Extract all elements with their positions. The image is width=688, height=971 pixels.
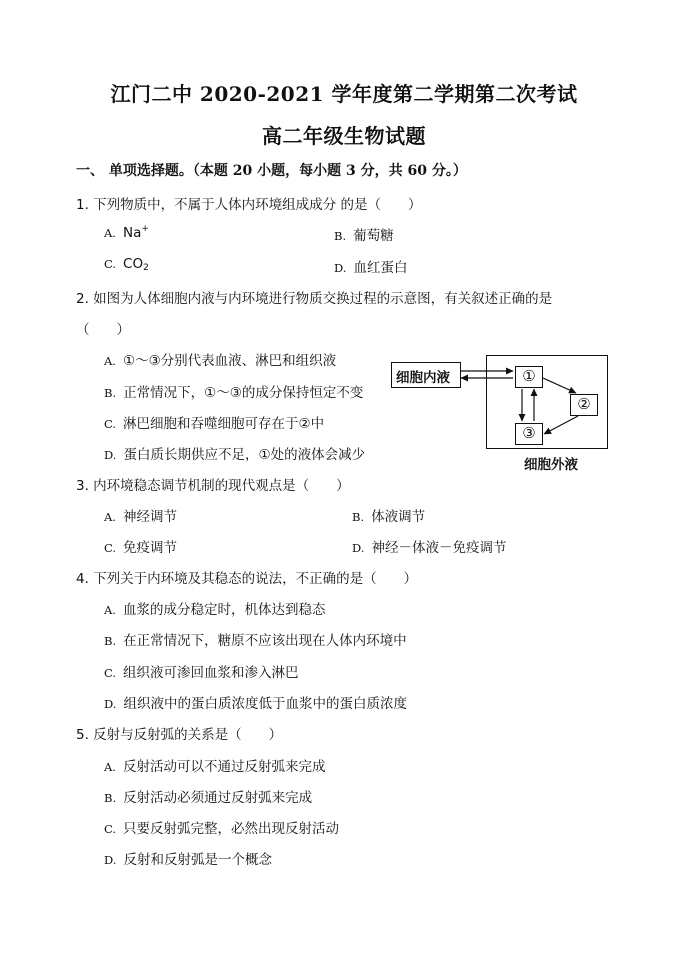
q2-option-b: B. 正常情况下，①～③的成分保持恒定不变 bbox=[104, 385, 364, 401]
q1-option-b: B. 葡萄糖 bbox=[334, 228, 394, 244]
q5-option-d: D. 反射和反射弧是一个概念 bbox=[104, 852, 272, 868]
q1-option-d: D. 血红蛋白 bbox=[334, 260, 408, 276]
question-3-stem: 3. 内环境稳态调节机制的现代观点是（ ） bbox=[76, 478, 350, 494]
node-3-label: ③ bbox=[522, 424, 536, 442]
arrow-2-to-3 bbox=[544, 416, 578, 434]
exam-subtitle: 高二年级生物试题 bbox=[262, 124, 426, 148]
q4-option-b: B. 在正常情况下，糖原不应该出现在人体内环境中 bbox=[104, 633, 407, 649]
q3-option-c: C. 免疫调节 bbox=[104, 540, 178, 556]
arrow-1-to-2 bbox=[543, 378, 576, 393]
q5-option-b: B. 反射活动必须通过反射弧来完成 bbox=[104, 790, 313, 806]
q1-option-a: A. Na+ bbox=[104, 224, 149, 241]
q2-option-c: C. 淋巴细胞和吞噬细胞可存在于②中 bbox=[104, 416, 325, 432]
node-2-label: ② bbox=[577, 395, 591, 413]
question-2-stem: 2. 如图为人体细胞内液与内环境进行物质交换过程的示意图，有关叙述正确的是 bbox=[76, 291, 553, 307]
question-2-stem-cont: （ ） bbox=[76, 322, 130, 338]
question-5-stem: 5. 反射与反射弧的关系是（ ） bbox=[76, 727, 283, 743]
q3-option-a: A. 神经调节 bbox=[104, 509, 177, 525]
q4-option-c: C. 组织液可渗回血浆和渗入淋巴 bbox=[104, 665, 299, 681]
question-4-stem: 4. 下列关于内环境及其稳态的说法，不正确的是（ ） bbox=[76, 571, 418, 587]
question-1-stem: 1. 下列物质中，不属于人体内环境组成成分 的是（ ） bbox=[76, 197, 422, 213]
q2-option-d: D. 蛋白质长期供应不足，①处的液体会减少 bbox=[104, 447, 366, 463]
intracellular-label: 细胞内液 bbox=[396, 370, 450, 386]
extracellular-label: 细胞外液 bbox=[524, 457, 578, 473]
q5-option-a: A. 反射活动可以不通过反射弧来完成 bbox=[104, 759, 326, 775]
node-1-label: ① bbox=[522, 367, 536, 385]
exam-title: 江门二中 2020-2021 学年度第二学期第二次考试 bbox=[110, 82, 578, 106]
q4-option-d: D. 组织液中的蛋白质浓度低于血浆中的蛋白质浓度 bbox=[104, 696, 407, 712]
q3-option-d: D. 神经－体液－免疫调节 bbox=[352, 540, 507, 556]
section-heading: 一、 单项选择题。（本题 20 小题，每小题 3 分，共 60 分。） bbox=[76, 163, 467, 179]
q3-option-b: B. 体液调节 bbox=[352, 509, 426, 525]
q1-option-c: C. $CO_2$ bbox=[104, 256, 149, 273]
q5-option-c: C. 只要反射弧完整，必然出现反射活动 bbox=[104, 821, 340, 837]
q4-option-a: A. 血浆的成分稳定时，机体达到稳态 bbox=[104, 602, 326, 618]
q2-option-a: A. ①～③分别代表血液、淋巴和组织液 bbox=[104, 353, 337, 369]
